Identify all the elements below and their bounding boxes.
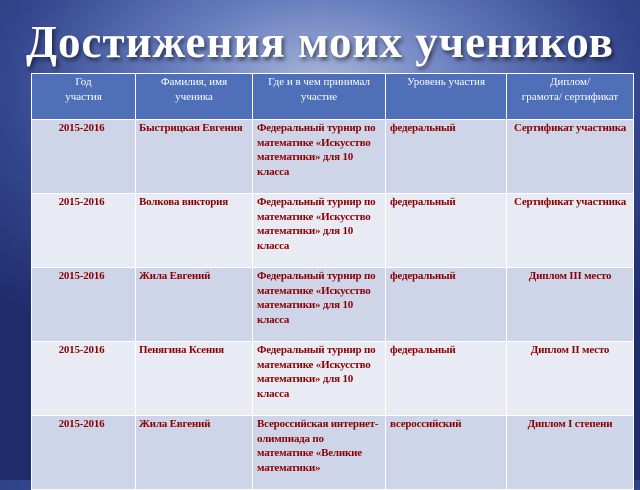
cell-year: 2015-2016	[32, 342, 136, 416]
cell-event: Всероссийская интернет-олимпиада по математике «Великие математики»	[253, 416, 386, 490]
cell-event: Федеральный турнир по математике «Искусство математики» для 10 класса	[253, 120, 386, 194]
cell-student: Жила Евгений	[136, 416, 253, 490]
cell-level: федеральный	[386, 194, 507, 268]
cell-level: федеральный	[386, 268, 507, 342]
cell-year: 2015-2016	[32, 268, 136, 342]
cell-award: Диплом II место	[507, 342, 634, 416]
cell-student: Быстрицкая Евгения	[136, 120, 253, 194]
cell-level: всероссийский	[386, 416, 507, 490]
slide-title: Достижения моих учеников	[26, 17, 614, 67]
cell-event: Федеральный турнир по математике «Искусство математики» для 10 класса	[253, 194, 386, 268]
cell-student: Жила Евгений	[136, 268, 253, 342]
achievements-table	[31, 73, 634, 490]
cell-student: Волкова виктория	[136, 194, 253, 268]
cell-year: 2015-2016	[32, 120, 136, 194]
table-row	[32, 342, 634, 416]
cell-event: Федеральный турнир по математике «Искусство математики» для 10 класса	[253, 268, 386, 342]
cell-award: Сертификат участника	[507, 120, 634, 194]
table-row	[32, 194, 634, 268]
table-row	[32, 120, 634, 194]
header-student: Фамилия, имя ученика	[136, 74, 253, 120]
cell-award: Сертификат участника	[507, 194, 634, 268]
cell-event: Федеральный турнир по математике «Искусство математики» для 10 класса	[253, 342, 386, 416]
cell-level: федеральный	[386, 120, 507, 194]
cell-year: 2015-2016	[32, 416, 136, 490]
table-header-row	[32, 74, 634, 120]
header-level: Уровень участия	[386, 74, 507, 120]
cell-award: Диплом I степени	[507, 416, 634, 490]
cell-student: Пенягина Ксения	[136, 342, 253, 416]
table-row	[32, 268, 634, 342]
table-row	[32, 416, 634, 490]
cell-award: Диплом III место	[507, 268, 634, 342]
header-year: Год участия	[32, 74, 136, 120]
cell-level: федеральный	[386, 342, 507, 416]
cell-year: 2015-2016	[32, 194, 136, 268]
header-award: Диплом/ грамота/ сертификат	[507, 74, 634, 120]
header-event: Где и в чем принимал участие	[253, 74, 386, 120]
